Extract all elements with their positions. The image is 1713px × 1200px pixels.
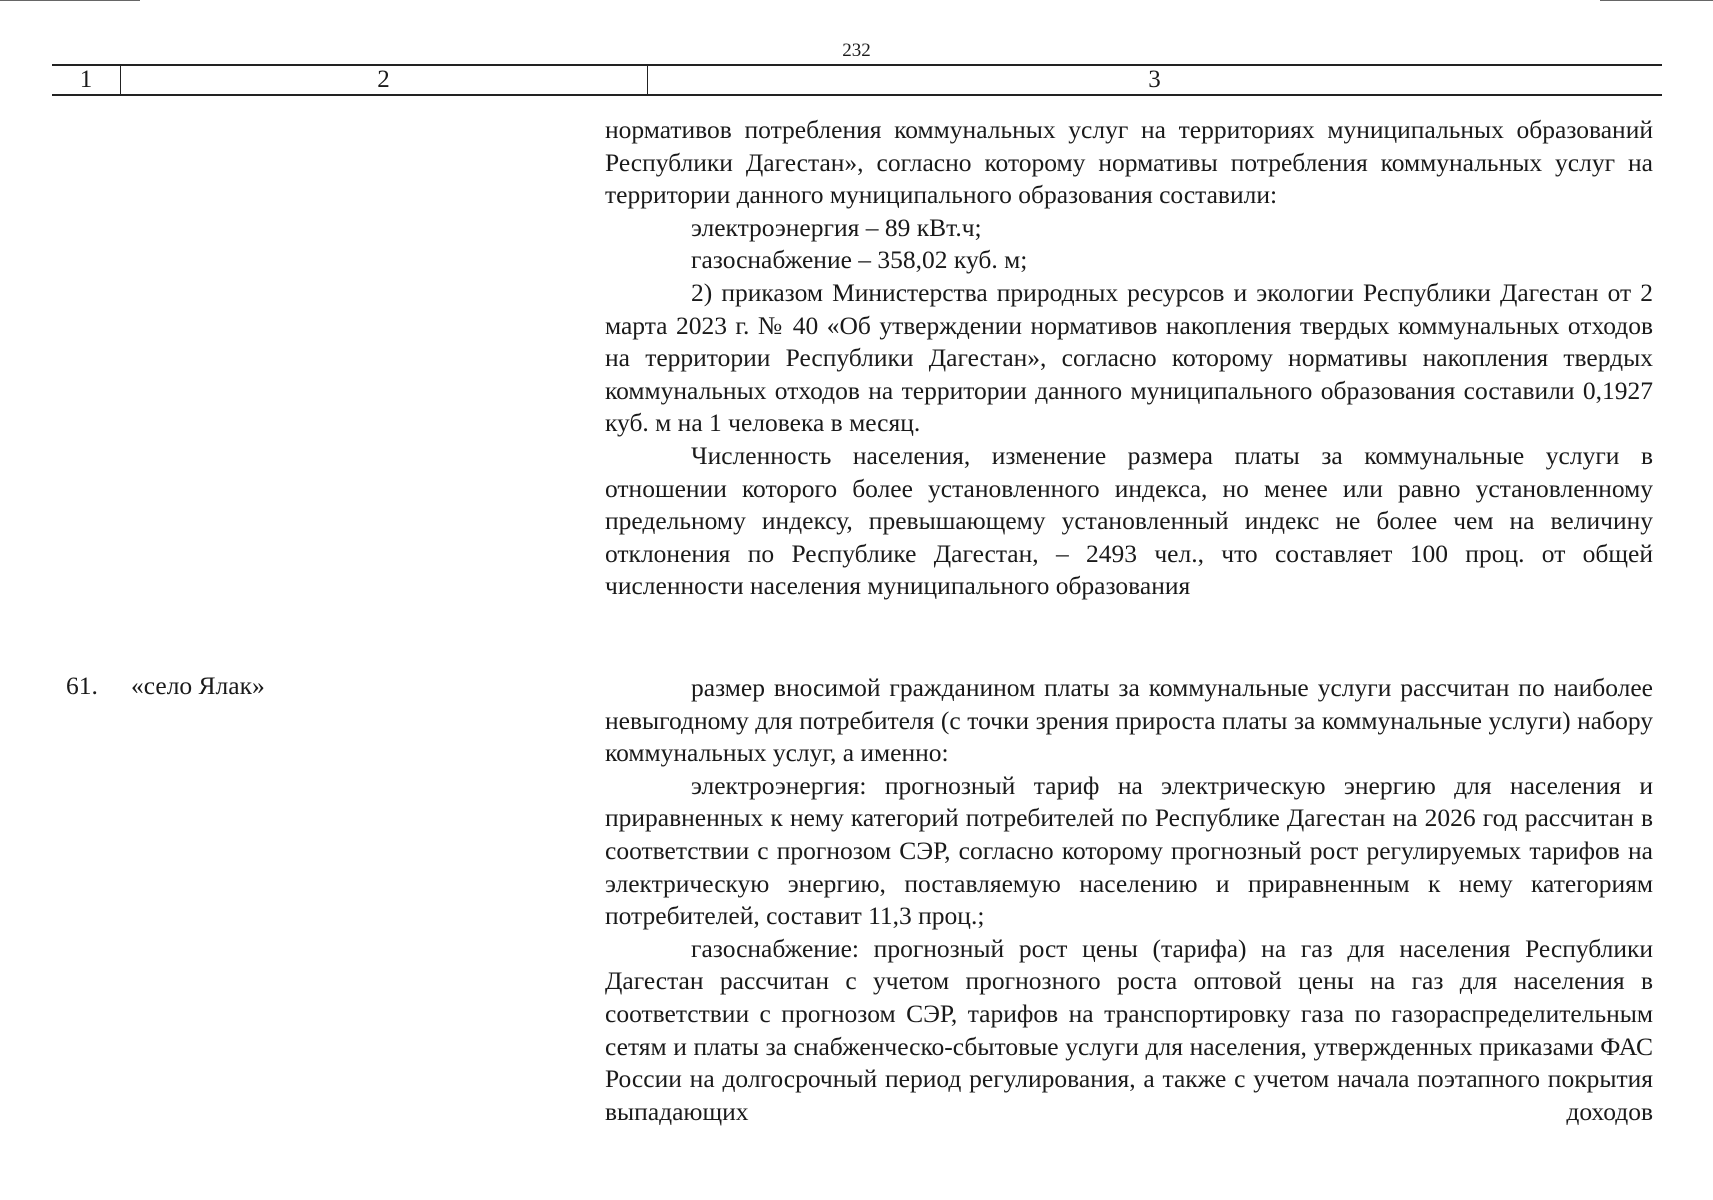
table-header-row [52,64,1662,96]
paragraph: размер вносимой гражданином платы за коммунальные услуги рассчитан по наиболее невыгодному для потребителя (с точки зрения прироста платы за коммунальные услуги) набору коммунальных услуг, а именно: [605,673,1653,768]
paragraph: Численность населения, изменение размера платы за коммунальные услуги в отношении которого более установленного индекса, но менее или равно установленному предельному индексу, превышающему установленный индекс не более чем на величину отклонения по Республике Дагестан, – 2493 чел., что составляет 100 проц. от общей численности населения муниципального образования [605,440,1653,601]
header-col-2: 2 [377,66,390,93]
paragraph: электроэнергия: прогнозный тариф на электрическую энергию для населения и приравненных к нему категорий потребителей по Республике Дагестан на 2026 год рассчитан в соответствии с прогнозом СЭР, согласно которому прогнозный рост регулируемых тарифов на электрическую энергию, поставляемую населению и приравненным к нему категориям потребителей, составит 11,3 проц.; [605,770,1653,931]
paragraph: 2) приказом Министерства природных ресурсов и экологии Республики Дагестан от 2 марта 2023 г. № 40 «Об утверждении нормативов накопления твердых коммунальных отходов на территории Республики Дагестан», согласно которому нормативы накопления твердых коммунальных отходов на территории данного муниципального образования составили 0,1927 куб. м на 1 человека в месяц. [605,277,1653,438]
prev-row-content [605,114,1653,603]
municipality-name: «село Ялак» [131,671,265,700]
row-61-content [605,672,1653,1128]
paragraph: электроэнергия – 89 кВт.ч; [691,212,982,242]
paragraph: нормативов потребления коммунальных услуг на территориях муниципальных образований Республики Дагестан», согласно которому нормативы потребления коммунальных услуг на территории данного муниципального образования составили: [605,115,1653,210]
header-col-1: 1 [79,66,93,93]
paragraph: газоснабжение – 358,02 куб. м; [691,245,1028,275]
row-number: 61. [66,671,98,700]
scan-edge-left [0,0,140,1]
page-number: 232 [842,40,871,61]
paragraph: газоснабжение: прогнозный рост цены (тарифа) на газ для населения Республики Дагестан рассчитан с учетом прогнозного роста оптовой цены на газ для населения в соответствии с прогнозом СЭР, тарифов на транспортировку газа по газораспределительным сетям и платы за снабженческо-сбытовые услуги для населения, утвержденных приказами ФАС России на долгосрочный период регулирования, а также с учетом начала поэтапного покрытия выпадающих доходов [605,933,1653,1126]
scan-edge-right [1600,0,1713,1]
header-col-3: 3 [1148,66,1161,93]
